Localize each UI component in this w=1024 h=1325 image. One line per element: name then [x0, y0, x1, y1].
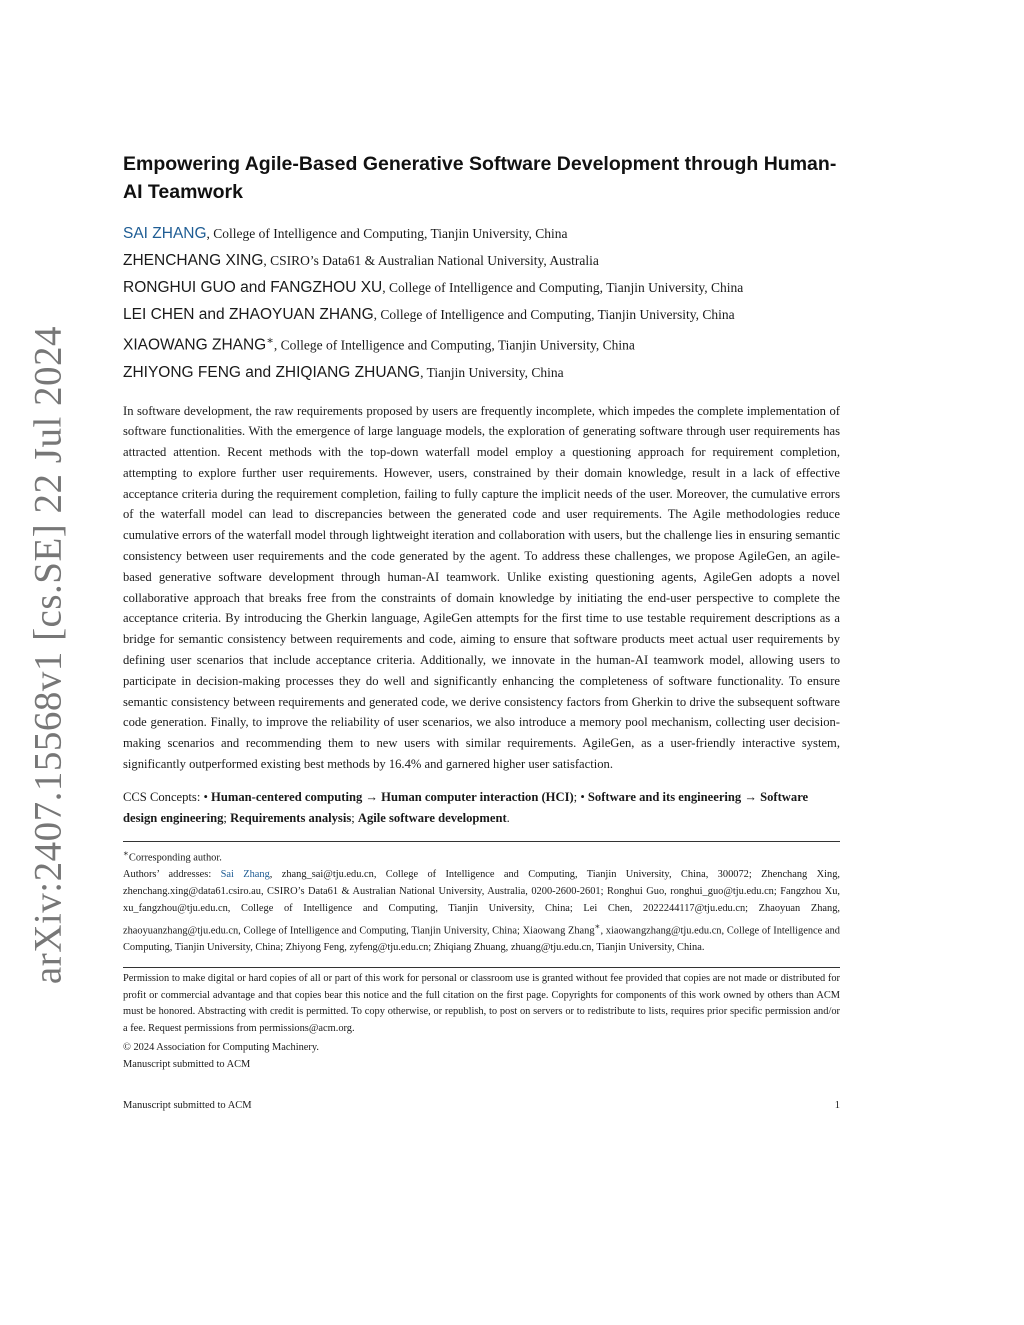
author-name: LEI CHEN and ZHAOYUAN ZHANG — [123, 306, 374, 323]
ccs-separator: ; — [223, 810, 231, 825]
author-line — [123, 359, 840, 386]
arxiv-sidebar — [16, 325, 80, 985]
author-affiliation: , College of Intelligence and Computing, Tianjin University, China — [373, 307, 735, 322]
ccs-concept: Requirements analysis — [230, 810, 352, 825]
corresponding-star: ∗ — [266, 335, 274, 347]
ccs-concept: Agile software development — [357, 810, 507, 825]
author-line — [123, 301, 840, 328]
corresponding-note: ∗Corresponding author. — [123, 848, 222, 864]
ccs-separator: ; — [351, 810, 358, 825]
ccs-concept: Software and its engineering → Software design engineering — [123, 790, 809, 825]
author-affiliation: , College of Intelligence and Computing, Tianjin University, China — [206, 226, 568, 241]
ccs-concepts — [123, 787, 840, 828]
footer-journal: Manuscript submitted to ACM — [123, 1100, 252, 1111]
ccs-end: . — [506, 810, 510, 825]
author-affiliation: , CSIRO’s Data61 & Australian National University, Australia — [263, 253, 599, 268]
permission-block — [123, 971, 840, 1074]
author-line — [123, 247, 840, 274]
author-addresses: Authors’ addresses: Sai Zhang, zhang_sai@tju.edu.cn, College of Intelligence and Computing, Tianjin University, China, 300072; Zhenchang Xing, zhenchang.xing@data61.csiro.au, CSIRO’s Data61 & Australian National University, Australia, 0200-2600-2601; Ronghui Guo, ronghui_guo@tju.edu.cn; Fangzhou Xu, xu_fangzhou@tju.edu.cn, College of Intelligence and Computing, Tianjin University, China; Lei Chen, 2022244117@tju.edu.cn; Zhaoyuan Zhang, zhaoyuanzhang@tju.edu.cn, College of Intelligence and Computing, Tianjin University, China; Xiaowang Zhang∗, xiaowangzhang@tju.edu.cn, College of Intelligence and Computing, Tianjin University, China; Zhiyong Feng, zyfeng@tju.edu.cn; Zhiqiang Zhuang, zhuang@tju.edu.cn, Tianjin University, China. — [123, 869, 840, 953]
footnotes — [123, 845, 840, 957]
manuscript-note: Manuscript submitted to ACM — [123, 1058, 251, 1070]
ccs-separator: ; • — [573, 790, 588, 805]
permission-divider — [123, 967, 840, 968]
first-author-link[interactable]: Sai Zhang — [220, 869, 270, 881]
paper-content — [123, 150, 840, 1074]
arxiv-identifier: arXiv:2407.15568v1 [cs.SE] 22 Jul 2024 — [26, 325, 70, 985]
author-link[interactable]: SAI ZHANG — [123, 225, 207, 242]
author-line — [123, 274, 840, 301]
author-name: RONGHUI GUO and FANGZHOU XU — [123, 279, 383, 296]
author-line — [123, 328, 840, 359]
corresponding-star: ∗ — [123, 848, 129, 859]
page-footer — [123, 1100, 840, 1111]
author-line — [123, 220, 840, 247]
copyright-line: © 2024 Association for Computing Machinery. — [123, 1041, 319, 1053]
ccs-concept: Human-centered computing → Human computer interaction (HCI) — [211, 790, 574, 805]
author-name: ZHENCHANG XING — [123, 252, 264, 269]
abstract: In software development, the raw requirements proposed by users are frequently incomplete, which impedes the complete implementation of software functionalities. With the emergence of large language models, the exploration of generating software through user requirements has attracted attention. Recent methods with the top-down waterfall model employ a questioning approach for requirement completion, attempting to explore further user requirements. However, users, constrained by their domain knowledge, result in a lack of effective acceptance criteria during the requirement completion, failing to fully capture the implicit needs of the user. Moreover, the cumulative errors of the waterfall model can lead to discrepancies between the generated code and user requirements. The Agile methodologies reduce cumulative errors of the waterfall model through lightweight iteration and collaboration with users, but the challenge lies in ensuring semantic consistency between user requirements and the code generated by the agent. To address these challenges, we propose AgileGen, an agile-based generative software development through human-AI teamwork. Unlike existing questioning agents, AgileGen adopts a novel collaborative approach that breaks free from the constraints of domain knowledge by initiating the end-user perspective to complete the acceptance criteria. By introducing the Gherkin language, AgileGen attempts for the first time to use testable requirement descriptions as a bridge for semantic consistency between requirements and code, aiming to ensure that software products meet actual user requirements by defining user scenarios that include acceptance criteria. Additionally, we innovate in the human-AI teamwork model, allowing users to participate in decision-making processes they do well and significantly enhancing the completeness of software functionality. To ensure semantic consistency between requirements and generated code, we derive consistency factors from Gherkin to drive the subsequent software code generation. Finally, to improve the reliability of user scenarios, we also introduce a memory pool mechanism, collecting user decision-making scenarios and recommending them to new users with similar requirements. AgileGen, as a user-friendly interactive system, significantly outperformed existing best methods by 16.4% and garnered higher user satisfaction. — [123, 403, 840, 772]
author-affiliation: , College of Intelligence and Computing, Tianjin University, China — [382, 280, 744, 295]
corresponding-star: ∗ — [594, 920, 601, 931]
author-name: ZHIYONG FENG and ZHIQIANG ZHUANG — [123, 363, 421, 381]
author-affiliation: , Tianjin University, China — [420, 364, 564, 380]
permission-notice: Permission to make digital or hard copies of all or part of this work for personal or classroom use is granted without fee provided that copies are not made or distributed for profit or commercial advantage and that copies bear this notice and the full citation on the first page. Copyrights for components of this work owned by others than ACM must be honored. Abstracting with credit is permitted. To copy otherwise, or republish, to post on servers or to redistribute to lists, requires prior specific permission and/or a fee. Request permissions from permissions@acm.org. — [123, 972, 840, 1035]
paper-title: Empowering Agile-Based Generative Software Development through Human-AI Teamwork — [123, 153, 837, 203]
page-number: 1 — [834, 1100, 840, 1111]
footnote-divider — [123, 841, 840, 842]
author-list — [123, 220, 840, 386]
author-affiliation: , College of Intelligence and Computing, Tianjin University, China — [273, 337, 635, 353]
author-name: XIAOWANG ZHANG — [123, 336, 267, 354]
ccs-label: CCS Concepts: • — [123, 790, 212, 805]
